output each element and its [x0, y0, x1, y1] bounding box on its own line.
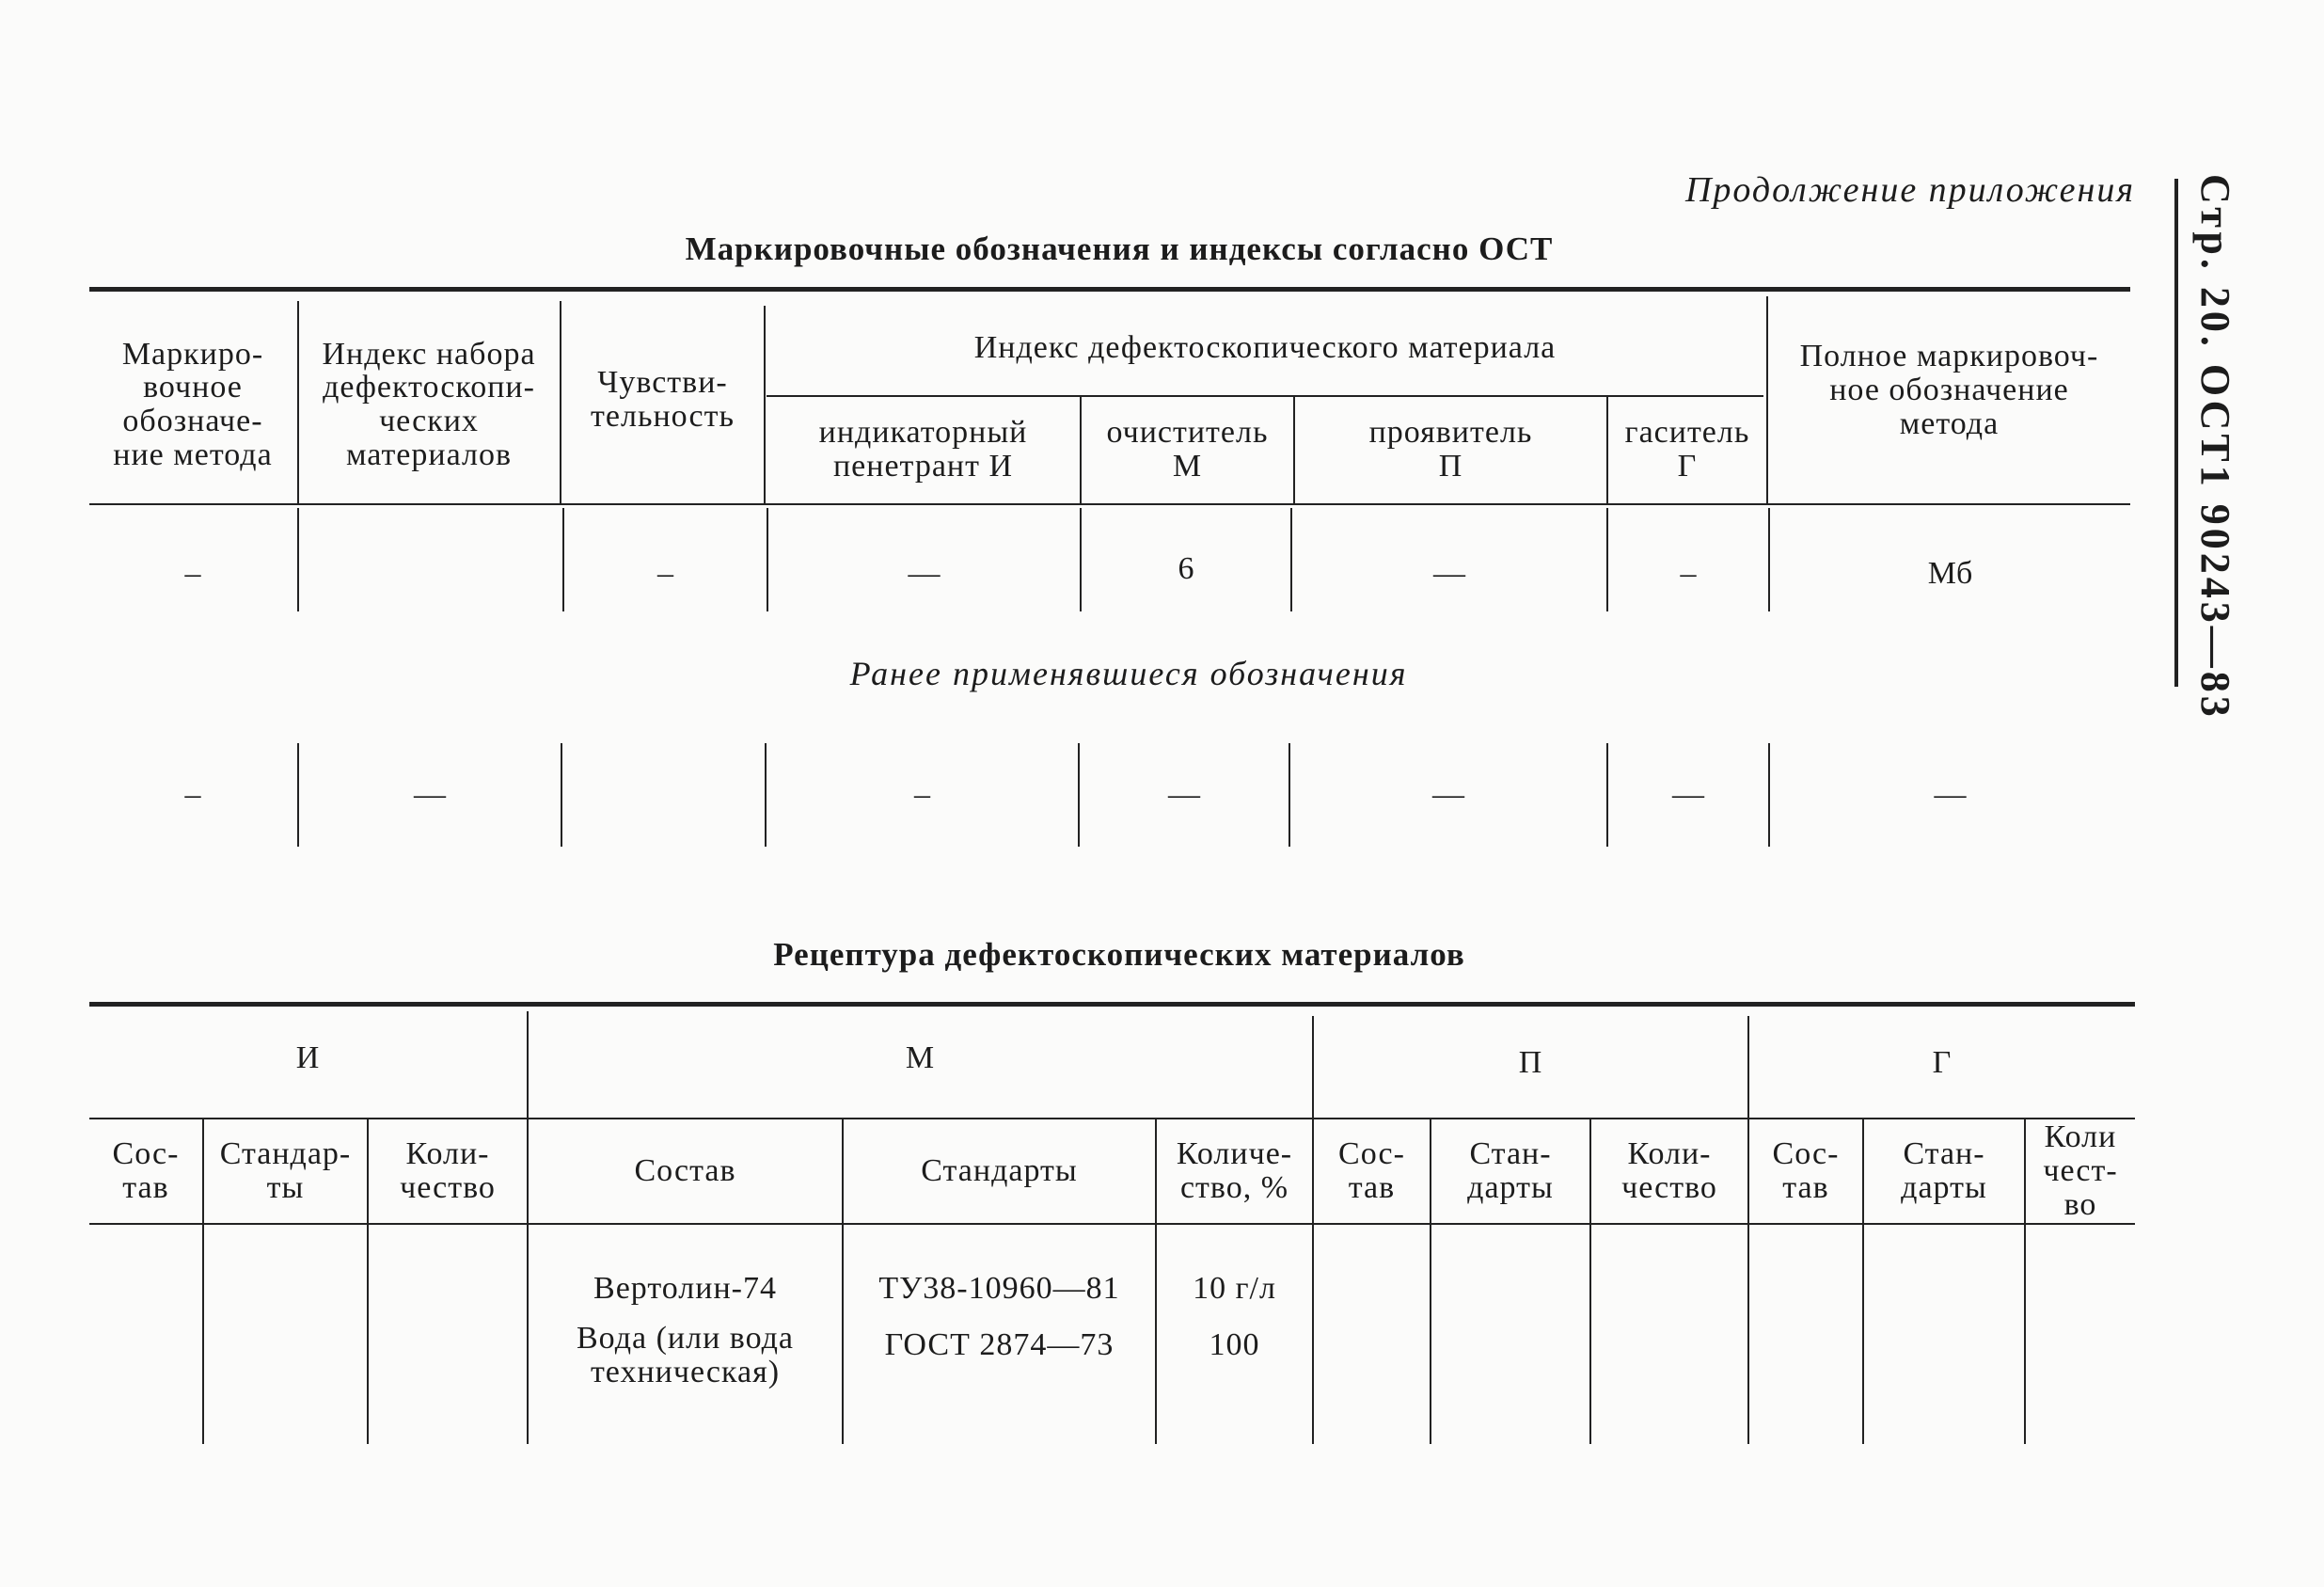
header-indicator: индикаторный пенетрант И	[818, 414, 1028, 484]
subheader-m-composition: Состав	[634, 1153, 736, 1189]
table1-title: Маркировочные обозначения и индексы согласно ОСТ	[685, 230, 1554, 267]
row-cell: —	[1433, 556, 1465, 592]
row-cell: —	[908, 556, 941, 592]
prev-cell: —	[414, 777, 446, 813]
subheader-i-standards: Стандар- ты	[219, 1136, 352, 1205]
group-header-i: И	[295, 1040, 321, 1076]
row-cell: –	[184, 556, 201, 592]
prev-cell: —	[1432, 777, 1464, 813]
header-quencher: гаситель Г	[1624, 414, 1750, 484]
continuation-heading: Продолжение приложения	[1684, 170, 2135, 210]
table2-header-rule	[89, 1223, 2135, 1225]
prev-cell	[564, 767, 765, 823]
row-cell: –	[1680, 556, 1697, 592]
m-quantity-row-1: 10 г/л	[1193, 1271, 1276, 1307]
subheader-p-composition: Сос- тав	[1338, 1136, 1405, 1205]
group-header-g: Г	[1932, 1045, 1952, 1081]
subheader-p-quantity: Коли- чество	[1621, 1136, 1717, 1205]
row-cell	[299, 546, 561, 602]
header-sensitivity: Чувстви- тельность	[591, 365, 735, 434]
table1-top-rule	[89, 287, 2130, 292]
group-header-m: М	[905, 1040, 936, 1076]
table1-vline	[764, 306, 766, 503]
subheader-i-composition: Сос- тав	[112, 1136, 180, 1205]
m-composition-row-1: Вертолин-74	[593, 1271, 777, 1307]
prev-cell: –	[184, 777, 201, 813]
subheader-m-quantity: Количе- ство, %	[1176, 1136, 1293, 1205]
table2-top-rule	[89, 1002, 2135, 1007]
m-composition-row-2: Вода (или вода техническая)	[577, 1321, 794, 1389]
side-page-header: Стр. 20. ОСТ1 90243—83	[2192, 174, 2238, 721]
prev-vline	[561, 743, 562, 847]
previous-designations-title: Ранее применявшиеся обозначения	[849, 655, 1408, 692]
subheader-g-standards: Стан- дарты	[1901, 1136, 1987, 1205]
subheader-g-composition: Сос- тав	[1772, 1136, 1840, 1205]
table2-title: Рецептура дефектоскопических материалов	[773, 936, 1465, 973]
prev-cell: —	[1934, 777, 1967, 813]
table2-group-rule	[89, 1118, 2135, 1119]
header-index-set: Индекс набора дефектоскопи- ческих материалов	[322, 336, 536, 472]
table1-group-rule	[767, 395, 1763, 397]
header-marking: Маркиро- вочное обозначе- ние метода	[113, 336, 273, 472]
table1-header-rule	[89, 503, 2130, 505]
subheader-m-standards: Стандарты	[921, 1153, 1078, 1189]
subheader-g-quantity: Коли чест- во	[2043, 1119, 2118, 1222]
m-standard-row-2: ГОСТ 2874—73	[884, 1327, 1115, 1363]
prev-cell: —	[1672, 777, 1704, 813]
m-standard-row-1: ТУ38-10960—81	[878, 1271, 1120, 1307]
prev-cell: –	[914, 777, 930, 813]
row-cell: Мб	[1927, 556, 1973, 592]
header-full-marking: Полное маркировоч- ное обозначение метода	[1799, 339, 2099, 441]
subheader-p-standards: Стан- дарты	[1467, 1136, 1554, 1205]
subheader-i-quantity: Коли- чество	[400, 1136, 496, 1205]
header-cleaner: очиститель М	[1106, 414, 1269, 484]
header-material-index: Индекс дефектоскопического материала	[973, 330, 1557, 366]
side-rule	[2174, 179, 2178, 687]
header-developer: проявитель П	[1368, 414, 1533, 484]
group-header-p: П	[1518, 1045, 1543, 1081]
row-cell: –	[657, 556, 673, 592]
m-quantity-row-2: 100	[1209, 1327, 1260, 1363]
prev-cell: —	[1168, 777, 1200, 813]
row-cell: 6	[1178, 551, 1194, 587]
